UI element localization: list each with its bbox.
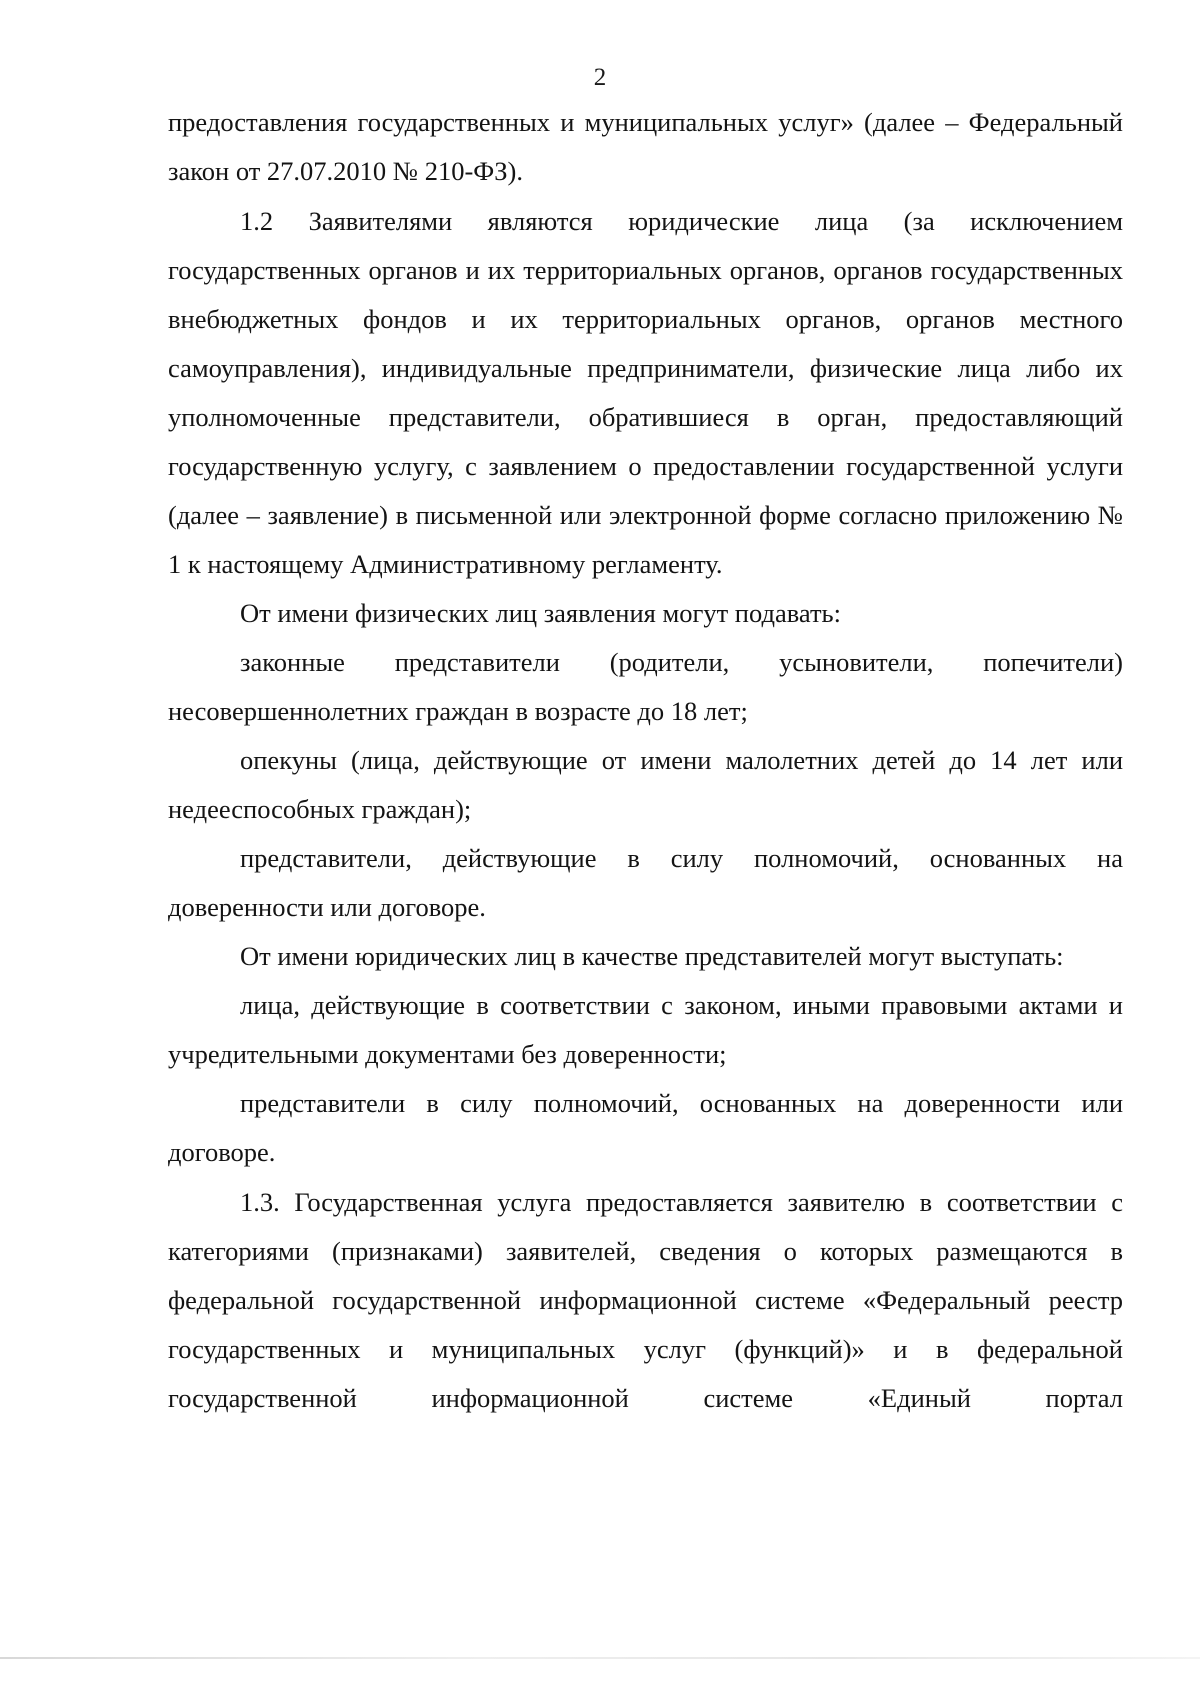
paragraph-law-reference: предоставления государственных и муниципальных услуг» (далее – Федеральный закон от 27.07.2010 № 210-ФЗ).: [168, 107, 1123, 186]
document-body: [168, 98, 1123, 1423]
page-number: 2: [593, 64, 607, 91]
paragraph-1-2-applicants: 1.2 Заявителями являются юридические лица (за исключением государственных органов и их территориальных органов, органов государственных внебюджетных фондов и их территориальных органов, органов местного самоуправления), индивидуальные предприниматели, физические лица либо их уполномоченные представители, обратившиеся в орган, предоставляющий государственную услугу, с заявлением о предоставлении государственной услуги (далее – заявление) в письменной или электронной форме согласно приложению № 1 к настоящему Административному регламенту.: [168, 206, 1123, 579]
paragraph-1-3-service-categories: 1.3. Государственная услуга предоставляется заявителю в соответствии с категориями (признаками) заявителей, сведения о которых размещаются в федеральной государственной информационной системе «Федеральный реестр государственных и муниципальных услуг (функций)» и в федеральной государственной информационной системе «Единый портал: [168, 1187, 1123, 1413]
paragraph-persons-without-power-of-attorney: лица, действующие в соответствии с законом, иными правовыми актами и учредительными документами без доверенности;: [168, 990, 1123, 1069]
paragraph-individuals-heading: От имени физических лиц заявления могут подавать:: [240, 598, 841, 628]
scan-bottom-edge: [0, 1657, 1200, 1659]
paragraph-representatives-by-power-of-attorney: представители в силу полномочий, основанных на доверенности или договоре.: [168, 1088, 1123, 1167]
paragraph-legal-representatives: законные представители (родители, усыновители, попечители) несовершеннолетних граждан в возрасте до 18 лет;: [168, 647, 1123, 726]
paragraph-authorized-representatives: представители, действующие в силу полномочий, основанных на доверенности или договоре.: [168, 843, 1123, 922]
paragraph-legal-entities-heading: От имени юридических лиц в качестве представителей могут выступать:: [240, 941, 1064, 971]
paragraph-guardians: опекуны (лица, действующие от имени малолетних детей до 14 лет или недееспособных граждан);: [168, 745, 1123, 824]
